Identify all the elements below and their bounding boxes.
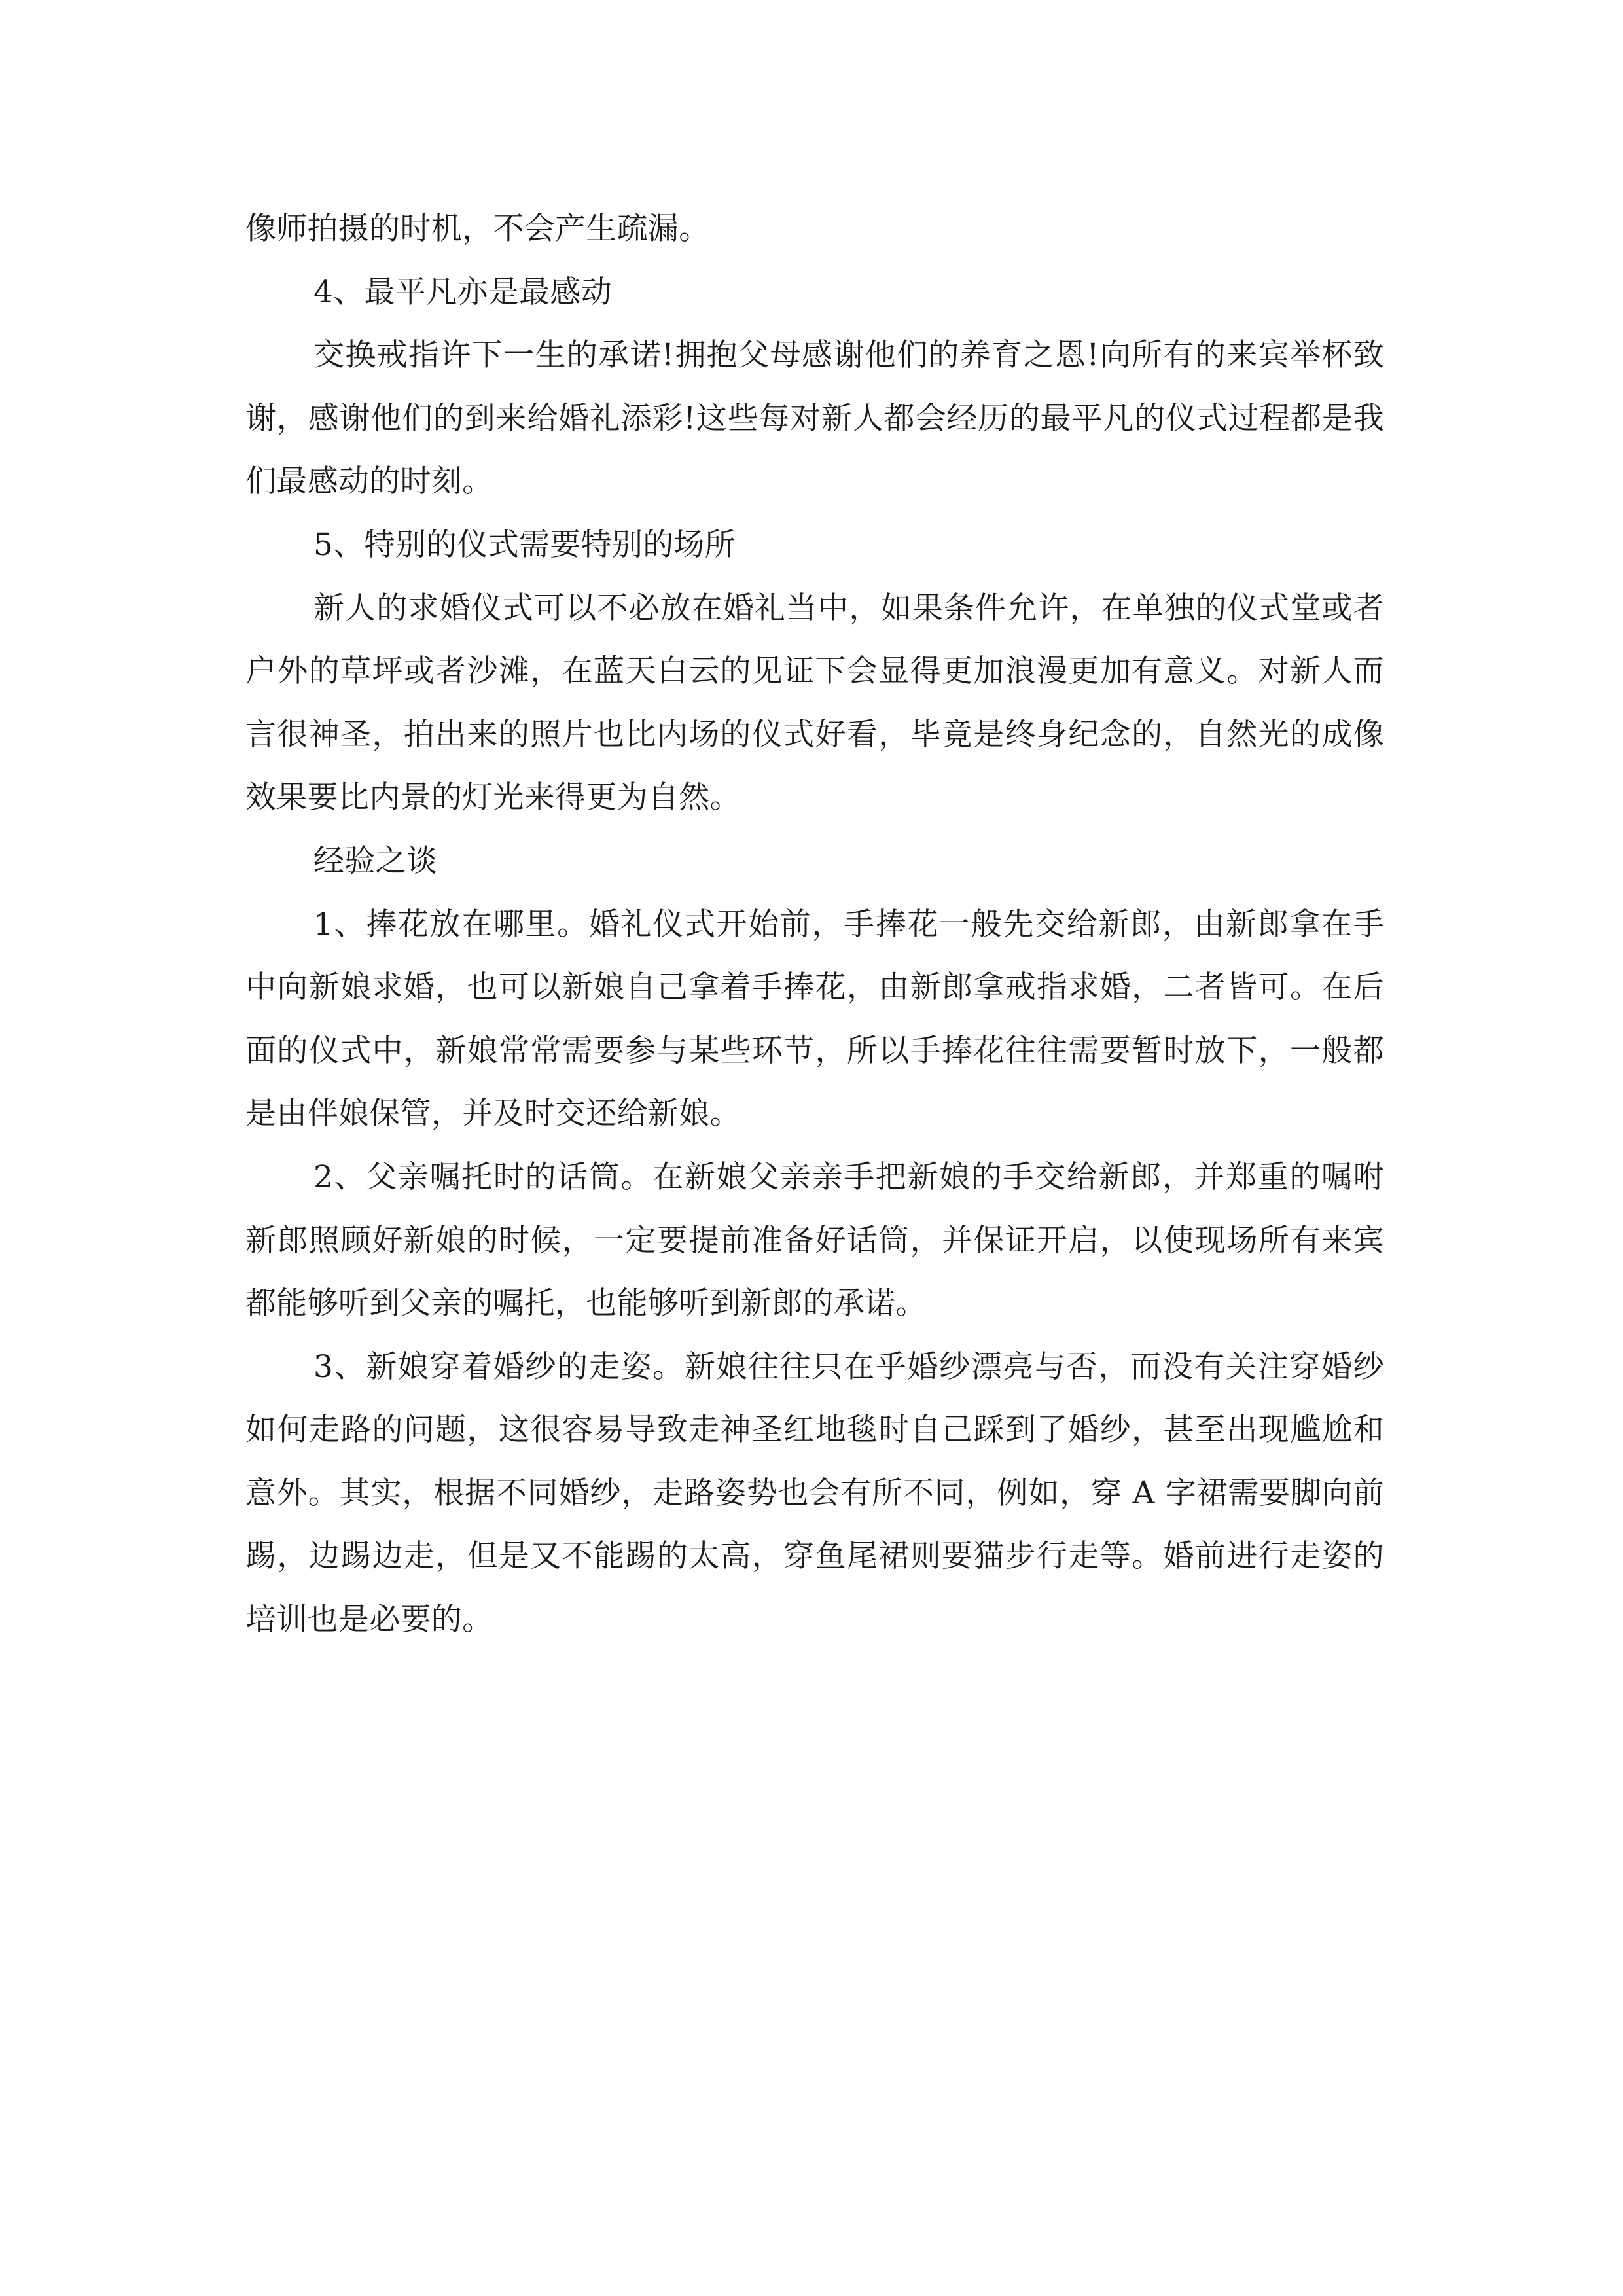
- paragraph-continuation: 像师拍摄的时机，不会产生疏漏。: [245, 211, 710, 247]
- section-heading-4: 4、最平凡亦是最感动: [313, 274, 612, 310]
- section-heading-experience: 经验之谈: [313, 842, 438, 879]
- paragraph-walking-posture: 3、新娘穿着婚纱的走姿。新娘往往只在乎婚纱漂亮与否，而没有关注穿婚纱如何走路的问题，这很容易导致走神圣红地毯时自己踩到了婚纱，甚至出现尴尬和意外。其实，根据不同婚纱，走路姿势也会有所不同，例如，穿 A 字裙需要脚向前踢，边踢边走，但是又不能踢的太高，穿鱼尾裙则要猫步行走等。婚前进行走姿的培训也是必要的。: [245, 1348, 1384, 1638]
- paragraph-special-venue: 新人的求婚仪式可以不必放在婚礼当中，如果条件允许，在单独的仪式堂或者户外的草坪或者沙滩，在蓝天白云的见证下会显得更加浪漫更加有意义。对新人而言很神圣，拍出来的照片也比内场的仪式好看，毕竟是终身纪念的，自然光的成像效果要比内景的灯光来得更为自然。: [245, 590, 1384, 816]
- section-heading-5: 5、特别的仪式需要特别的场所: [313, 526, 736, 563]
- paragraph-microphone: 2、父亲嘱托时的话筒。在新娘父亲亲手把新娘的手交给新郎，并郑重的嘱咐新郎照顾好新娘的时候，一定要提前准备好话筒，并保证开启，以使现场所有来宾都能够听到父亲的嘱托，也能够听到新郎的承诺。: [245, 1158, 1384, 1322]
- paragraph-ring-exchange: 交换戒指许下一生的承诺!拥抱父母感谢他们的养育之恩!向所有的来宾举杯致谢，感谢他们的到来给婚礼添彩!这些每对新人都会经历的最平凡的仪式过程都是我们最感动的时刻。: [245, 337, 1384, 500]
- document-body: [245, 198, 1384, 1652]
- paragraph-bouquet: 1、捧花放在哪里。婚礼仪式开始前，手捧花一般先交给新郎，由新郎拿在手中向新娘求婚，也可以新娘自己拿着手捧花，由新郎拿戒指求婚，二者皆可。在后面的仪式中，新娘常常需要参与某些环节，所以手捧花往往需要暂时放下，一般都是由伴娘保管，并及时交还给新娘。: [245, 906, 1384, 1132]
